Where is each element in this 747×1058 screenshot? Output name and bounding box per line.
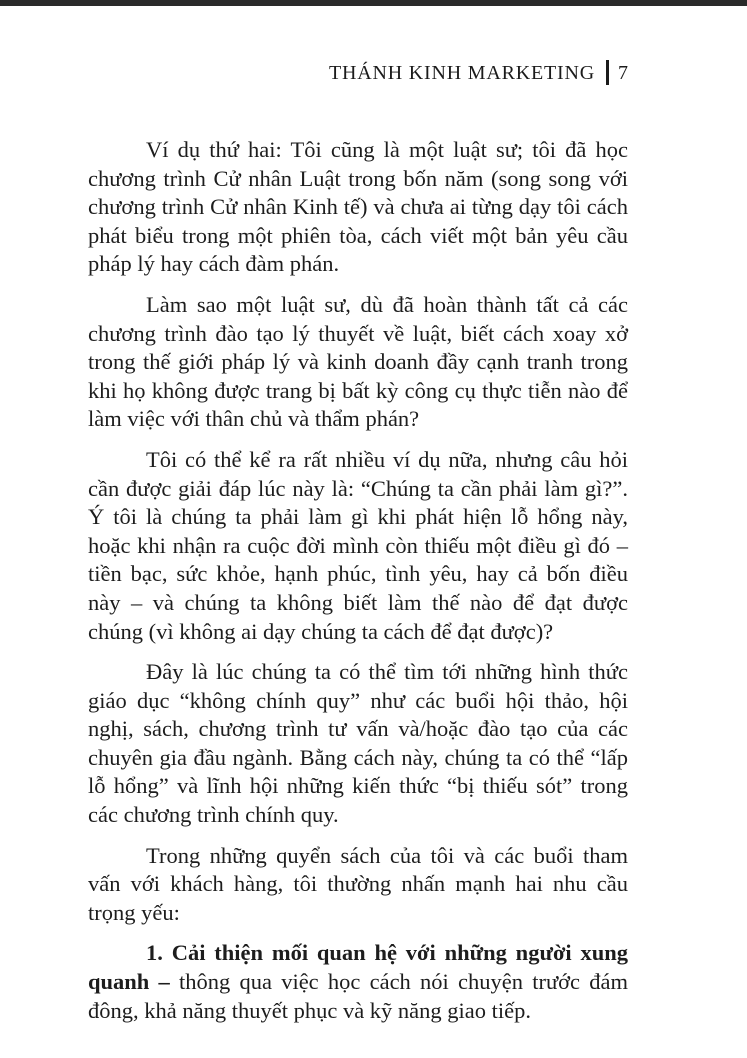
book-title: THÁNH KINH MARKETING — [329, 62, 595, 84]
page-number: 7 — [618, 62, 628, 84]
numbered-item-lead: 1. Cải thiện mối quan hệ với những người xung quanh – — [88, 940, 628, 995]
page-body — [88, 136, 628, 1037]
paragraph: Đây là lúc chúng ta có thể tìm tới những hình thức giáo dục “không chính quy” như các buổi hội thảo, hội nghị, sách, chương trình tư vấn và/hoặc đào tạo của các chuyên gia đầu ngành. Bằng cách này, chúng ta có thể “lấp lỗ hổng” và lĩnh hội những kiến thức “bị thiếu sót” trong các chương trình chính quy. — [88, 659, 628, 828]
running-head — [0, 61, 628, 86]
paragraph: Làm sao một luật sư, dù đã hoàn thành tất cả các chương trình đào tạo lý thuyết về luật, biết cách xoay xở trong thế giới pháp lý và kinh doanh đầy cạnh tranh trong khi họ không được trang bị bất kỳ công cụ thực tiễn nào để làm việc với thân chủ và thẩm phán? — [88, 291, 628, 432]
numbered-item-text: thông qua việc học cách nói chuyện trước đám đông, khả năng thuyết phục và kỹ năng giao tiếp. — [88, 969, 628, 1023]
page-top-border — [0, 0, 747, 6]
paragraph: Tôi có thể kể ra rất nhiều ví dụ nữa, nhưng câu hỏi cần được giải đáp lúc này là: “Chúng ta cần phải làm gì?”. Ý tôi là chúng ta phải làm gì khi phát hiện lỗ hổng này, hoặc khi nhận ra cuộc đời mình còn thiếu một điều gì đó – tiền bạc, sức khỏe, hạnh phúc, tình yêu, hay cả bốn điều này – và chúng ta không biết làm thế nào để đạt được chúng (vì không ai dạy chúng ta cách để đạt được)? — [88, 446, 628, 644]
numbered-list-item — [88, 939, 628, 1025]
header-separator-bar — [606, 60, 609, 85]
paragraph: Ví dụ thứ hai: Tôi cũng là một luật sư; tôi đã học chương trình Cử nhân Luật trong bốn năm (song song với chương trình Cử nhân Kinh tế) và chưa ai từng dạy tôi cách phát biểu trong một phiên tòa, cách viết một bản yêu cầu pháp lý hay cách đàm phán. — [88, 137, 628, 277]
paragraph: Trong những quyển sách của tôi và các buổi tham vấn với khách hàng, tôi thường nhấn mạnh hai nhu cầu trọng yếu: — [88, 842, 628, 925]
